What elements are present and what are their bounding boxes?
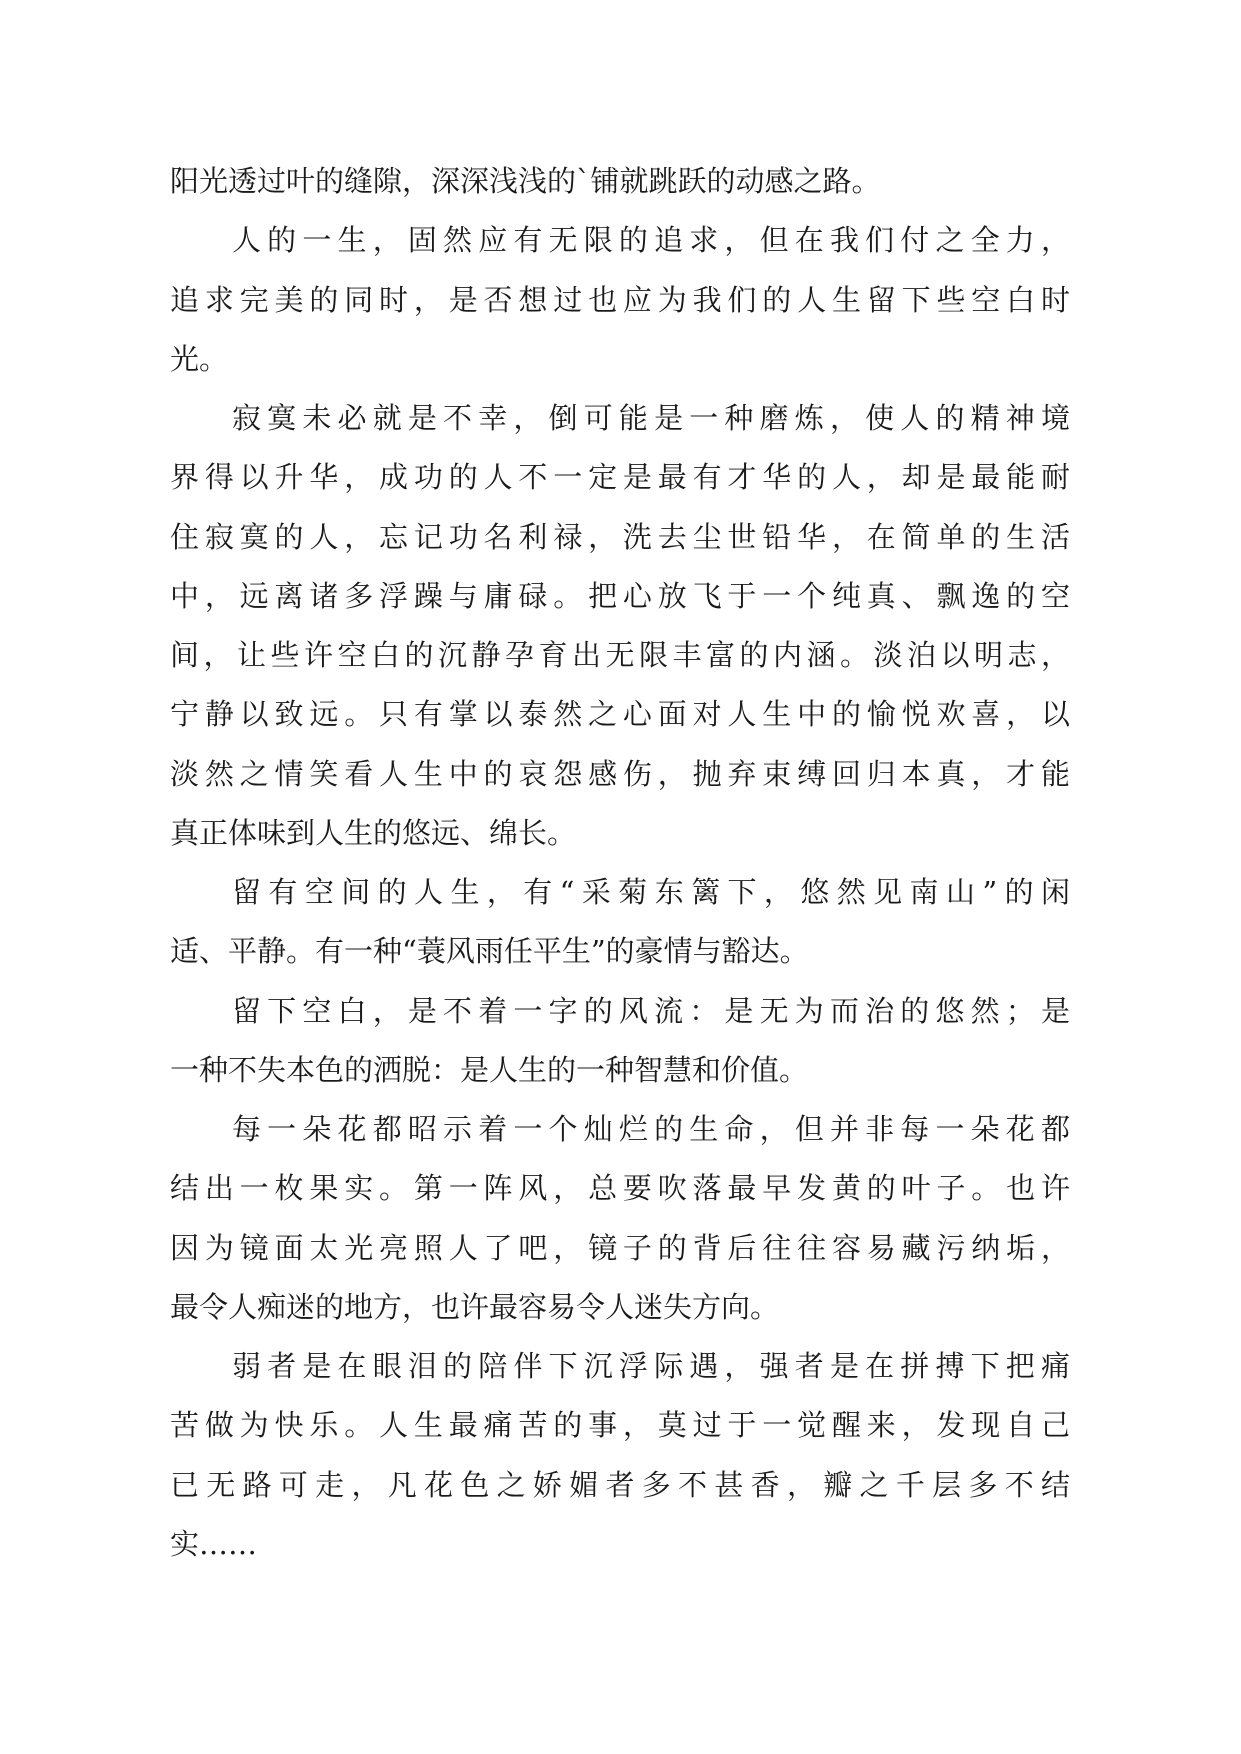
text-line: 淡然之情笑看人生中的哀怨感伤，抛弃束缚回归本真，才能 [170,756,1070,791]
paragraph [170,1337,1070,1574]
text-line: 光。 [170,341,229,376]
paragraph [170,863,1070,982]
document-body [170,152,1070,1574]
paragraph [170,389,1070,863]
paragraph [170,152,1070,211]
text-line: 阳光透过叶的缝隙，深深浅浅的`铺就跳跃的动感之路。 [170,164,881,198]
text-line: 弱者是在眼泪的陪伴下沉浮际遇，强者是在拼搏下把痛 [232,1349,1070,1383]
text-line: 寂寞未必就是不幸，倒可能是一种磨炼，使人的精神境 [232,401,1070,435]
text-line: 已无路可走，凡花色之娇媚者多不甚香，瓣之千层多不结 [170,1467,1070,1502]
paragraph [170,211,1070,389]
text-line: 最令人痴迷的地方，也许最容易令人迷失方向。 [170,1289,780,1324]
text-line: 实…… [170,1526,258,1561]
text-line: 住寂寞的人，忘记功名利禄，洗去尘世铅华，在简单的生活 [170,519,1070,554]
text-line: 一种不失本色的洒脱：是人生的一种智慧和价值。 [170,1052,809,1087]
text-line: 宁静以致远。只有掌以泰然之心面对人生中的愉悦欢喜，以 [170,697,1070,732]
text-line: 每一朵花都昭示着一个灿烂的生命，但并非每一朵花都 [232,1112,1070,1146]
text-line: 追求完美的同时，是否想过也应为我们的人生留下些空白时 [170,282,1070,317]
text-line: 真正体味到人生的悠远、绵长。 [170,815,577,850]
text-line: 人的一生，固然应有无限的追求，但在我们付之全力， [232,223,1070,258]
text-line: 结出一枚果实。第一阵风，总要吹落最早发黄的叶子。也许 [170,1171,1070,1206]
text-line: 间，让些许空白的沉静孕育出无限丰富的内涵。淡泊以明志， [170,638,1070,672]
paragraph [170,982,1070,1101]
text-line: 界得以升华，成功的人不一定是最有才华的人，却是最能耐 [170,460,1070,495]
text-line: 留有空间的人生，有“采菊东篱下，悠然见南山”的闲 [232,875,1070,909]
paragraph [170,1100,1070,1337]
text-line: 中，远离诸多浮躁与庸碌。把心放飞于一个纯真、飘逸的空 [170,578,1070,613]
text-line: 适、平静。有一种“蓑风雨任平生”的豪情与豁达。 [170,934,809,969]
text-line: 苦做为快乐。人生最痛苦的事，莫过于一觉醒来，发现自己 [170,1408,1070,1443]
text-line: 因为镜面太光亮照人了吧，镜子的背后往往容易藏污纳垢， [170,1230,1070,1265]
text-line: 留下空白，是不着一字的风流：是无为而治的悠然；是 [232,993,1070,1028]
